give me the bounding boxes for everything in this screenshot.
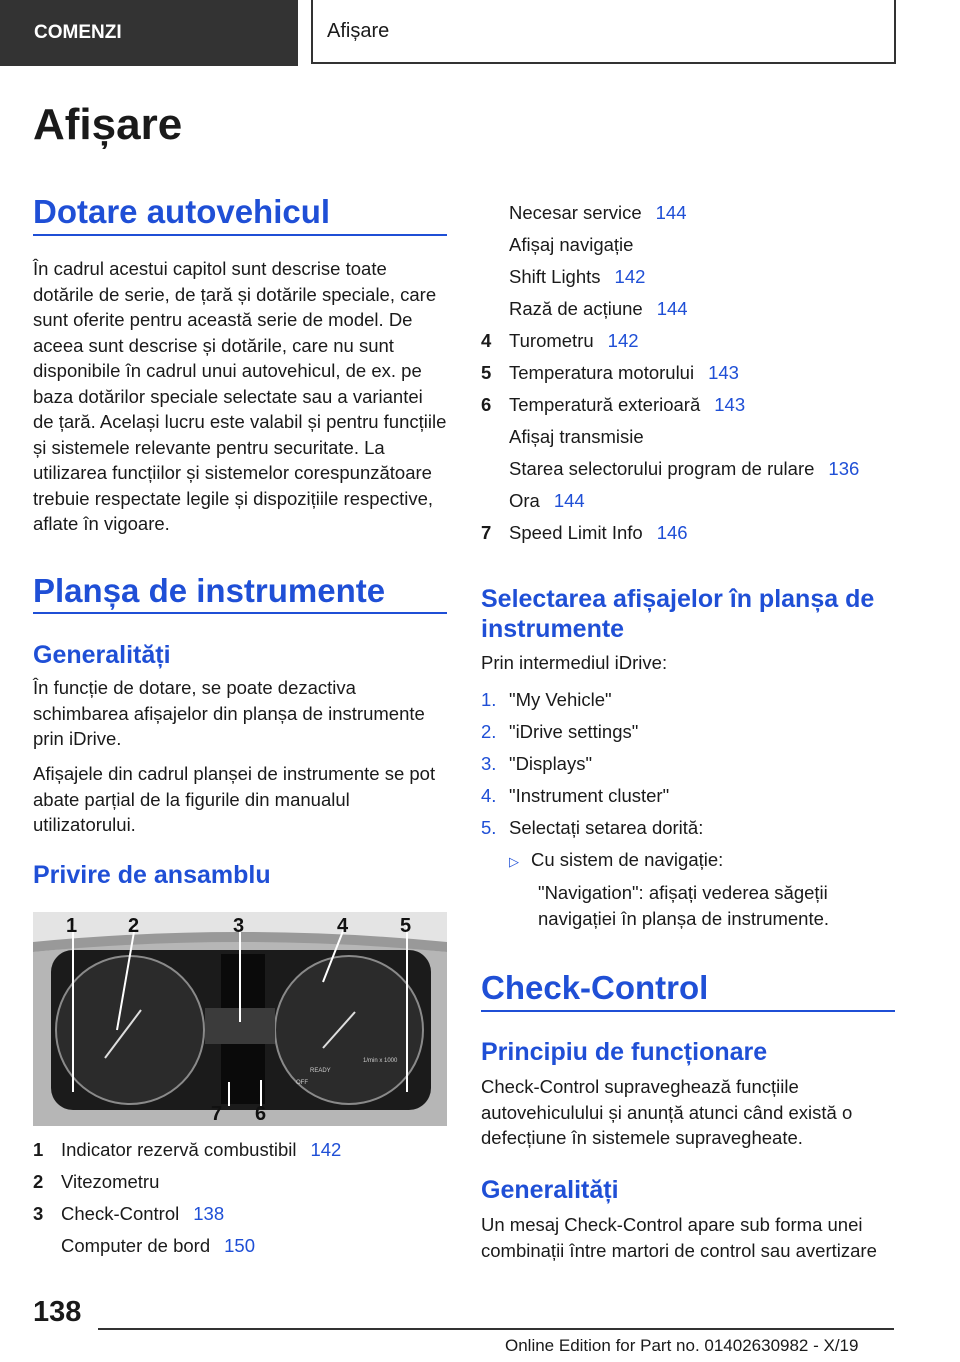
footer-edition: Online Edition for Part no. 01402630982 - X/19 [505, 1336, 859, 1355]
subheading-selectarea: Selectarea afișajelor în planșa de instrumente [481, 585, 875, 643]
step-item: 3. "Displays" [481, 753, 593, 774]
gauge-text-off: OFF [296, 1080, 308, 1086]
step-item: 1. "My Vehicle" [481, 689, 612, 710]
section-label: COMENZI [34, 22, 122, 43]
triangle-bullet-icon: ▷ [509, 854, 519, 869]
legend-item: Rază de acțiune 144 [509, 298, 688, 319]
intro-paragraph: În cadrul acestui capitol sunt descrise toate dotările de serie, de țară și dotările speciale, care sunt oferite pentru această serie de model. De aceea sunt descrise și dotările, care nu sunt disponibile în cadrul unui autovehicul, de ex. pe baza dotărilor speciale selectate sau a variantei de țară. Același lucru este valabil și pentru funcțiile și sistemele relevante pentru securitate. La utilizarea funcțiilor și sistemelor corespunzătoare trebuie respectate legile și dispozițiile respective, aflate în vigoare. [33, 258, 447, 534]
gauge-text-rpm: 1/min x 1000 [363, 1058, 398, 1064]
subheading-privire: Privire de ansamblu [33, 861, 271, 889]
legend-list-right [481, 197, 895, 549]
legend-item: 3 Check-Control 138 [33, 1203, 225, 1224]
bullet-text: "Navigation": afișați vederea săgeții navigației în planșa de instrumente. [538, 882, 830, 929]
page-reference-link[interactable]: 143 [708, 362, 739, 383]
page-number: 138 [33, 1296, 82, 1328]
chapter-label: Afișare [327, 19, 390, 42]
callout-2: 2 [128, 915, 140, 937]
callout-7: 7 [211, 1103, 223, 1125]
legend-item: 1 Indicator rezervă combustibil 142 [33, 1139, 342, 1160]
page-reference-link[interactable]: 143 [714, 394, 746, 415]
steps-list [481, 684, 895, 844]
page-reference-link[interactable]: 146 [656, 522, 688, 543]
page-title: Afișare [33, 100, 183, 149]
legend-list-left [33, 1134, 447, 1262]
paragraph-generalitati-1: În funcție de dotare, se poate dezactiva schimbarea afișajelor din planșa de instrumente prin iDrive. [33, 677, 425, 749]
footer-rule [98, 1328, 894, 1330]
page-reference-link[interactable]: 150 [224, 1235, 255, 1256]
step-item: 5. Selectați setarea dorită: [481, 817, 704, 838]
legend-item: 6 Temperatură exterioară 143 [481, 394, 746, 415]
step-item: 4. "Instrument cluster" [481, 785, 670, 806]
legend-item: Ora 144 [509, 490, 585, 511]
chapter-tab [311, 0, 896, 64]
generalitati-paragraph: Un mesaj Check-Control apare sub forma unei combinații între martori de control sau avertizare [481, 1214, 877, 1261]
callout-1: 1 [66, 915, 78, 937]
callout-4: 4 [337, 915, 349, 937]
page-reference-link[interactable]: 142 [310, 1139, 342, 1160]
heading-rule [481, 1010, 895, 1012]
bullet-item [509, 844, 723, 878]
legend-item: Afișaj transmisie [509, 426, 644, 447]
subheading-generalitati: Generalități [33, 641, 171, 669]
heading-rule [33, 612, 447, 614]
page-reference-link[interactable]: 144 [553, 490, 585, 511]
page-reference-link[interactable]: 136 [828, 458, 860, 479]
legend-item: Starea selectorului program de rulare 136 [509, 458, 860, 479]
legend-item: Computer de bord 150 [61, 1235, 255, 1256]
principiu-paragraph: Check-Control supraveghează funcțiile autovehiculului și anunță atunci când există o defecțiune în sistemele supravegheate. [481, 1076, 853, 1148]
heading-check-control: Check-Control [481, 969, 709, 1006]
legend-item: 7 Speed Limit Info 146 [481, 522, 688, 543]
legend-item: Shift Lights 142 [509, 266, 646, 287]
paragraph-generalitati-2: Afișajele din cadrul planșei de instrumente se pot abate parțial de la figurile din manualul utilizatorului. [33, 763, 436, 835]
page-reference-link[interactable]: 144 [656, 298, 688, 319]
gauge-text-ready: READY [310, 1068, 331, 1074]
page-reference-link[interactable]: 142 [614, 266, 646, 287]
step-item: 2. "iDrive settings" [481, 721, 639, 742]
page-reference-link[interactable]: 144 [655, 202, 687, 223]
page-reference-link[interactable]: 138 [193, 1203, 225, 1224]
legend-item: 4 Turometru 142 [481, 330, 639, 351]
heading-dotare: Dotare autovehicul [33, 193, 331, 230]
heading-plansa: Planșa de instrumente [33, 572, 386, 609]
legend-item: 5 Temperatura motorului 143 [481, 362, 739, 383]
subheading-principiu: Principiu de funcționare [481, 1038, 768, 1066]
legend-item: Necesar service 144 [509, 202, 687, 223]
callout-5: 5 [400, 915, 412, 937]
callout-6: 6 [255, 1103, 267, 1125]
subheading-generalitati-2: Generalități [481, 1176, 619, 1204]
legend-item: 2 Vitezometru [33, 1171, 160, 1192]
instrument-cluster-image [33, 912, 447, 1126]
heading-rule [33, 234, 447, 236]
page-reference-link[interactable]: 142 [607, 330, 639, 351]
callout-3: 3 [233, 915, 245, 937]
bullet-heading: Cu sistem de navigație: [531, 849, 724, 870]
section-tab [0, 0, 298, 66]
selectarea-intro: Prin intermediul iDrive: [481, 652, 668, 673]
legend-item: Afișaj navigație [509, 234, 634, 255]
